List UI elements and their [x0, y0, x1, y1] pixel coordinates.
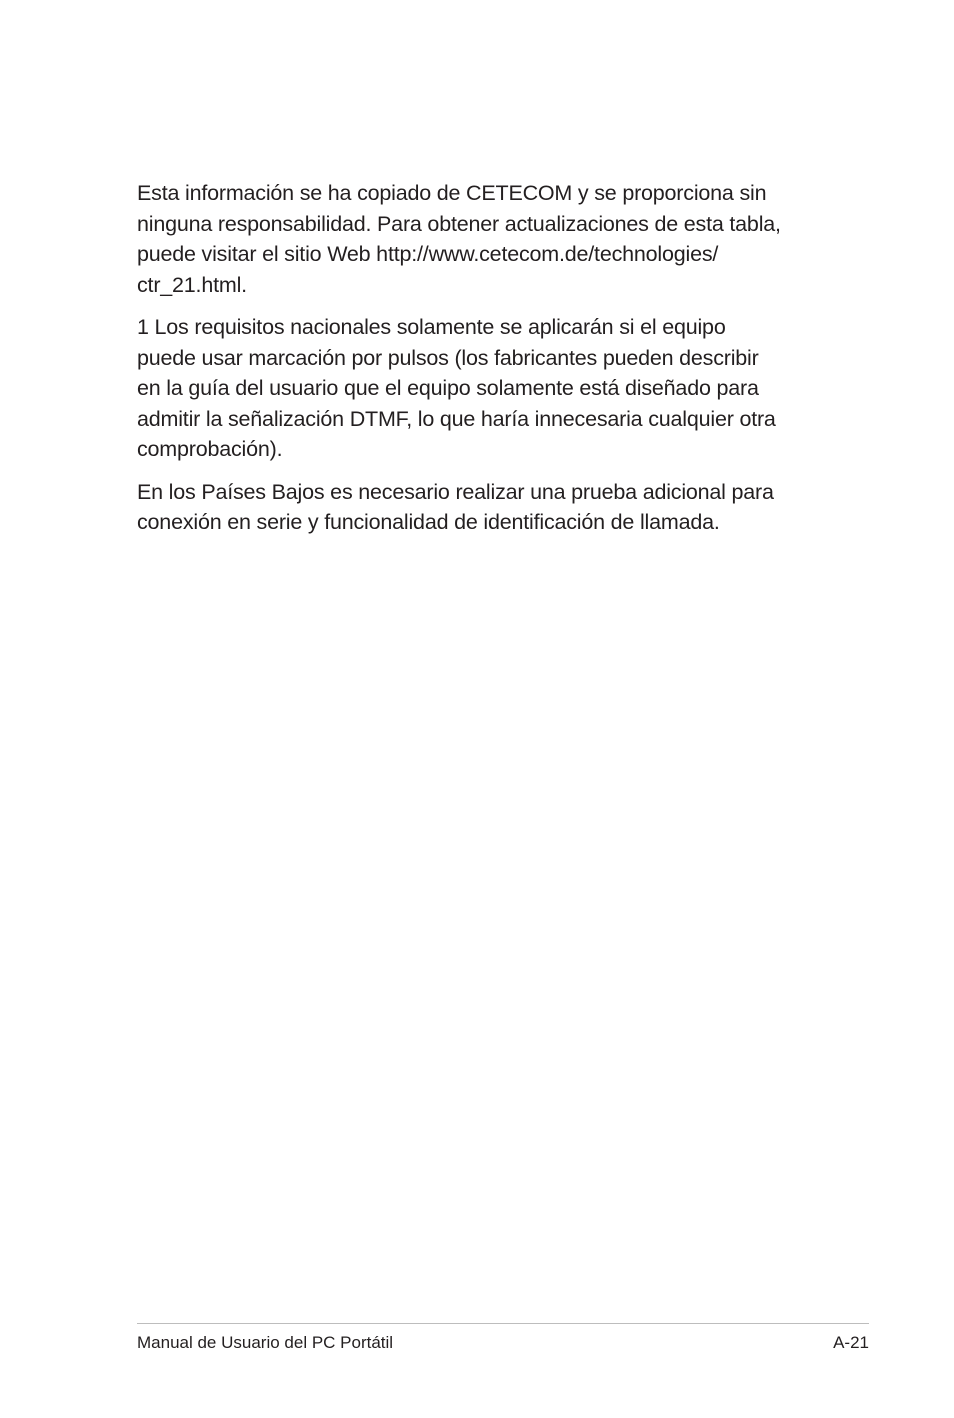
footer-manual-title: Manual de Usuario del PC Portátil [137, 1333, 394, 1352]
paragraph-netherlands-test [137, 477, 837, 538]
text-line: 1 Los requisitos nacionales solamente se aplicarán si el equipo [137, 315, 726, 339]
text-line: ninguna responsabilidad. Para obtener actualizaciones de esta tabla, [137, 211, 781, 236]
text-line: admitir la señalización DTMF, lo que haría innecesaria cualquier otra [137, 406, 776, 431]
text-line: puede visitar el sitio Web http://www.cetecom.de/technologies/ [137, 242, 719, 266]
paragraph-national-requirements [137, 312, 837, 465]
text-line: Esta información se ha copiado de CETECOM y se proporciona sin [137, 181, 767, 205]
footer-divider [137, 1323, 869, 1324]
text-line: conexión en serie y funcionalidad de identificación de llamada. [137, 510, 720, 534]
text-line: En los Países Bajos es necesario realizar una prueba adicional para [137, 479, 774, 504]
body-text [137, 178, 837, 550]
text-line: ctr_21.html. [137, 272, 247, 297]
paragraph-cetecom-source [137, 178, 837, 300]
text-line: puede usar marcación por pulsos (los fabricantes pueden describir [137, 345, 759, 370]
text-line: comprobación). [137, 437, 283, 461]
text-line: en la guía del usuario que el equipo solamente está diseñado para [137, 376, 759, 400]
footer-page-number: A-21 [833, 1333, 869, 1352]
